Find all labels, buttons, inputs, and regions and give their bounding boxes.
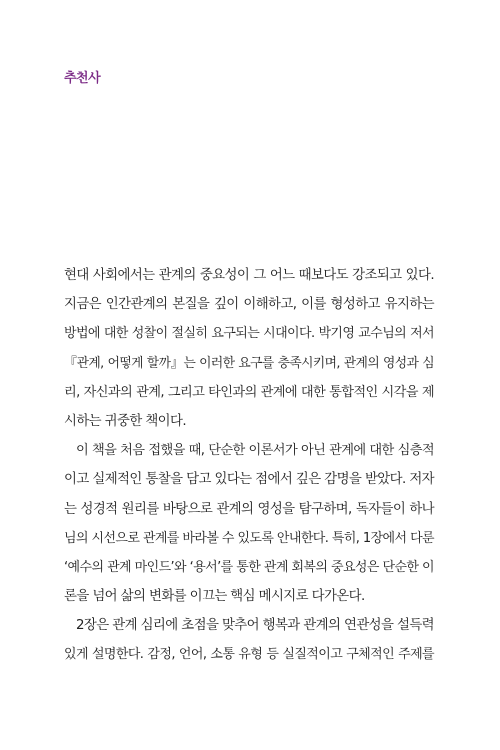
paragraph-2-line-6: 론을 넘어 삶의 변화를 이끄는 핵심 메시지로 다가온다. bbox=[64, 589, 365, 605]
paragraph-2-line-2: 이고 실제적인 통찰을 담고 있다는 점에서 깊은 감명을 받았다. 저자 bbox=[64, 472, 434, 488]
paragraph-1-line-4: 『관계, 어떻게 할까』는 이러한 요구를 충족시키며, 관계의 영성과 심 bbox=[64, 355, 434, 371]
paragraph-3-line-2: 있게 설명한다. 감정, 언어, 소통 유형 등 실질적이고 구체적인 주제를 bbox=[64, 647, 434, 663]
paragraph-1-line-6: 시하는 귀중한 책이다. bbox=[64, 413, 186, 429]
paragraph-1-line-2: 지금은 인간관계의 본질을 깊이 이해하고, 이를 형성하고 유지하는 bbox=[64, 297, 434, 313]
section-label: 추천사 bbox=[64, 71, 101, 86]
paragraph-3-line-1: 2장은 관계 심리에 초점을 맞추어 행복과 관계의 연관성을 설득력 bbox=[76, 618, 434, 634]
body-text bbox=[64, 261, 434, 670]
paragraph-1-line-3: 방법에 대한 성찰이 절실히 요구되는 시대이다. 박기영 교수님의 저서 bbox=[64, 326, 434, 342]
paragraph-1-line-1: 현대 사회에서는 관계의 중요성이 그 어느 때보다도 강조되고 있다. bbox=[64, 268, 434, 283]
paragraph-2-line-3: 는 성경적 원리를 바탕으로 관계의 영성을 탐구하며, 독자들이 하나 bbox=[64, 501, 434, 517]
paragraph-2-line-5: ‘예수의 관계 마인드’와 ‘용서’를 통한 관계 회복의 중요성은 단순한 이 bbox=[64, 559, 434, 575]
paragraph-2-line-4: 님의 시선으로 관계를 바라볼 수 있도록 안내한다. 특히, 1장에서 다룬 bbox=[64, 530, 434, 546]
paragraph-1-line-5: 리, 자신과의 관계, 그리고 타인과의 관계에 대한 통합적인 시각을 제 bbox=[64, 384, 434, 400]
paragraph-2-line-1: 이 책을 처음 접했을 때, 단순한 이론서가 아닌 관계에 대한 심층적 bbox=[76, 443, 434, 459]
